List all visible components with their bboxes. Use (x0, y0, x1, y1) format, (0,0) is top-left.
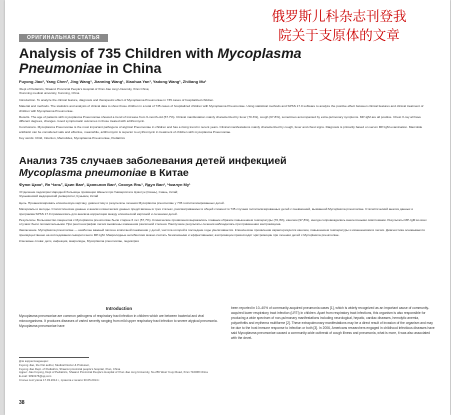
affiliation-ru-1: ¹Отделение педиатрии Народной больницы провинции Шэньси при Университете Цзяотун (Сиань), Сиань, Китай; (19, 190, 179, 194)
footnote-line-5: E-mail: 3093176@qq.com (19, 374, 52, 379)
caption-line-2: 院关于支原体的文章 (278, 28, 400, 44)
affiliations-ru (19, 190, 178, 198)
abstract-ru-intro: Цель. Проанализировать клиническую картину, диагностику и результаты лечения Mycoplasma pneumoniae у 735 госпитализированных детей. (19, 201, 225, 205)
authors-en: Fuyong Jiao¹, Yang Chen², Jing Wang¹, Jianning Wang¹, Xiaohua Yan¹, Yadong Wang¹, Zhiliang Mu¹ (19, 79, 207, 84)
affiliation-ru-2: ²Куньминский медицинский университет, Куньмин, Китай (19, 194, 99, 198)
journal-page (5, 0, 450, 415)
title-ru-part2: в Китае (146, 166, 189, 179)
red-caption-overlay (244, 8, 434, 46)
keywords-ru: Ключевые слова: дети, инфекция, макролиды, Mycoplasma pneumoniae, педиатрия (19, 238, 139, 243)
affiliation-en-2: ²Kunming medical university, Kunming, China (19, 91, 80, 95)
caption-line-1: 俄罗斯儿科杂志刊登我 (271, 9, 407, 25)
abstract-en-intro: Introduction. To analyze the clinical feature, diagnosis and therapeutic effect of Mycoplasma Pneumoniae in 735 cases of hospitalized children. (19, 98, 215, 102)
abstract-en-conclusions: Conclusions. Mycoplasma Pneumoniae is the most important pathogens of atypical Pneumoniae in children and has a rising trend in recent years. Clinical manifestations mainly characterized by cough, fever and chest signs. Diagnosis is primarily based on serum MP-IgM examination. Macrolide antibiotic can be considered safe and effective, meanwhile, azithromycin is superior to erythromycin in treatment of children with mycoplasma Pneumoniae. (19, 125, 423, 134)
title-en-part1: Analysis of 735 Children with (19, 45, 218, 61)
footnote-line-4: Адрес: Jiao Fuyong, Dept of Pediatrics, Shaanxi Provincial People's Hospital of Xi'an Jiao tong University, No.256 West Youyi Road, Xi'an 710068 China (19, 370, 208, 375)
abstract-en-results: Results. The age of patients with mycoplasma Pneumoniae showed a trend of increase from 6-month-old (57.7%). Clinical manifestation mainly characterized by fever (70.3%), cough (97.8%), sometimes accompanied by extra-pulmonary symptoms. MP-IgM are all positive. Chest X-ray all have different degrees, changes. Good symptomatic outcomes in those treated with azithromycin. (19, 114, 421, 123)
page-number: 38 (19, 400, 25, 406)
left-column (19, 306, 219, 396)
abstract-en-methods: Material and methods. The statistics and analysis of clinical data to show those children in a total of 735 cases of hospitalized children with Mycoplasma Pneumoniae. Using statistical methods and SPSS 17.0 software to analyze the positive effect between clinical features and clinical treatment of children with Mycoplasma Pneumoniae. (19, 104, 424, 113)
keywords-en: Key words: Child, Infection, Macrolides, Mycoplasma Pneumoniae, Pediatrics (19, 135, 125, 140)
title-en-part2: in China (102, 60, 162, 76)
abstract-ru (19, 201, 429, 298)
abstract-ru-conclusions: Заключение. Mycoplasma pneumoniae — наиболее важный патоген атипичной пневмонии у детей, частота которой в последние годы увеличивается. Клинические проявления характеризуются кашлем, повышением температуры и изменениями в легких. Диагностика основывается преимущественно на исследовании сывороточного MP-IgM. Макролидные антибиотики можно считать безопасными и эффективными; азитромицин превосходит эритромицин при лечении детей с Mycoplasma pneumoniae. (19, 228, 425, 237)
article-title-ru (19, 156, 349, 179)
abstract-ru-results: Результаты. Большинство пациентов с Mycoplasma pneumoniae были старше 6 лет (57,7%). Клинические проявления выражались главным образом повышением температуры (70,3%), кашлем (97,8%), иногда сопровождались внелегочными симптомами. Результаты MP-IgM во всех случаях были положительными. При рентгенографии легких выявлены изменения различной степени. Наилучшие результаты лечения наблюдались при применении азитромицина. (19, 217, 427, 226)
correspondence-footnote (19, 360, 219, 396)
introduction-heading: Introduction (105, 306, 133, 311)
affiliations-en (19, 87, 149, 95)
title-en-italic: Mycoplasma Pneumoniae (19, 45, 302, 76)
footnote-line-2: Fuyong Jiao, the first author, Medical Doctor & Professor, (19, 362, 90, 367)
title-ru-italic: Mycoplasma pneumoniae (19, 166, 147, 179)
right-column-text: been reported in 10–40% of community-acquired pneumonia cases [1], which is widely recognized as an important cause of community-acquired lower respiratory tract infection (LRTI) in children. Apart from respiratory tract infections, this organism is also responsible for producing a wide spectrum of non-pulmonary manifestations including neurological, hepatic, cardiac diseases, hemolytic anemia, polyarthritis and erythema multiforme [2]. These extrapulmonary manifestations may be a direct result of invasion of the organism and may be due to the host immune response to infection or both [3]. In 2006, Americans researchers engaged in childhood infectious diseases have said Mycoplasma pneumoniae caused a community-wide outbreak of cough illness and pneumonia, what is more, it was also associated with the devel- (231, 306, 435, 340)
affiliation-en-1: ¹Dept of Pediatrics, Shaanxi Provincial People's Hospital of Xi'an Jiao tong University, Xi'an China; (19, 87, 150, 91)
footnote-line-3: Fuyong Jiao Dept. of Pediatrics, Shaanxi provincial people's hospital, Xi'an, China (19, 366, 121, 371)
footnote-line-1: Для корреспонденции: (19, 360, 49, 363)
authors-ru: Фуюн Цзяо¹, Ян Чэнь², Цзин Ван¹, Цзяньнин Ван¹, Сяохуа Янь¹, Ядун Ван¹, Чжилун Му¹ (19, 182, 191, 187)
article-title-en (19, 46, 349, 76)
introduction-body: Mycoplasma pneumoniae are common pathogens of respiratory tract infection in children which are between bacterial and viral microorganisms. It produces diseases of varied severity ranging from mild upper respiratory tract infection to severe atypical pneumonia. Mycoplasma pneumoniae have (19, 314, 218, 328)
abstract-ru-methods: Материалы и методы. Статистические данные и анализ клинических данных представлены в трех статьях, рассматриваемых в общей сложности 735 случаев госпитализированных детей с пневмонией, вызванной Mycoplasma pneumoniae. Статистический анализ данных и программа SPSS 17.0 применялись для анализа корреляции между клинической картиной и лечением детей. (19, 207, 414, 216)
footnote-line-6: Статья поступила 17.03.2014 г., принята к печати 30.05.2014 г. (19, 377, 100, 382)
footnote-divider (19, 357, 89, 358)
abstract-en (19, 98, 429, 153)
right-column (231, 306, 436, 401)
title-ru-part1: Анализ 735 случаев заболевания детей инфекцией (19, 155, 287, 167)
section-tag: ОРИГИНАЛЬНАЯ СТАТЬЯ (19, 34, 108, 42)
